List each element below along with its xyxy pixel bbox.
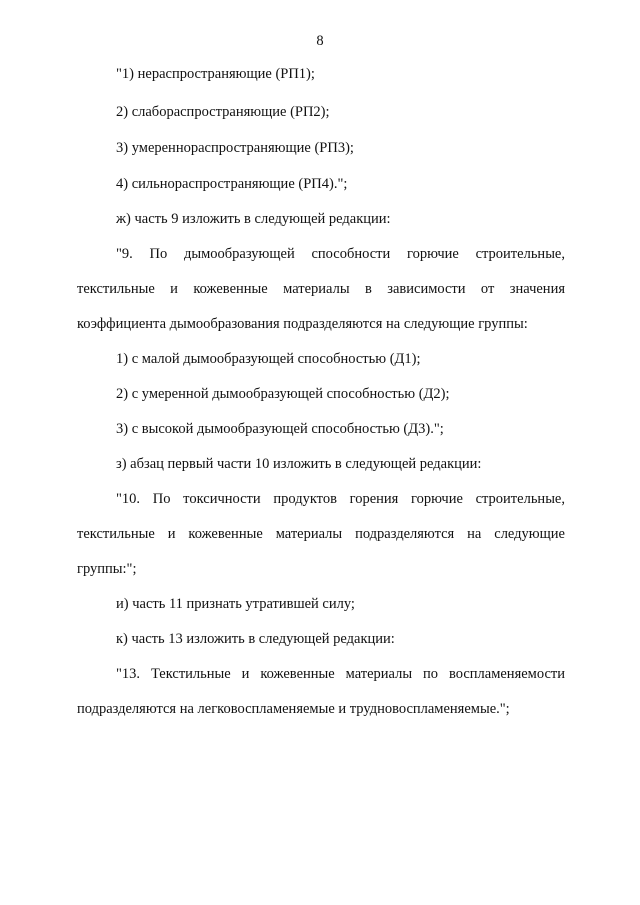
text-line: 2) слабораспространяющие (РП2);: [116, 104, 330, 120]
text-line: 2) с умеренной дымообразующей способностью (Д2);: [116, 386, 450, 402]
page-number: 8: [316, 33, 324, 49]
text-line: "9. По дымообразующей способности горючие строительные,: [116, 246, 565, 262]
text-line: подразделяются на легковоспламеняемые и трудновоспламеняемые.";: [77, 701, 510, 717]
text-line: з) абзац первый части 10 изложить в следующей редакции:: [116, 456, 482, 472]
text-line: ж) часть 9 изложить в следующей редакции:: [116, 211, 391, 227]
text-line: коэффициента дымообразования подразделяются на следующие группы:: [77, 316, 528, 332]
text-line: 4) сильнораспространяющие (РП4).";: [116, 176, 348, 192]
text-line: 3) с высокой дымообразующей способностью (Д3).";: [116, 421, 444, 437]
text-line: "1) нераспространяющие (РП1);: [116, 66, 315, 82]
text-line: и) часть 11 признать утратившей силу;: [116, 596, 355, 612]
text-line: "10. По токсичности продуктов горения горючие строительные,: [116, 491, 565, 507]
text-line: к) часть 13 изложить в следующей редакции:: [116, 631, 395, 647]
text-line: группы:";: [77, 561, 137, 577]
text-line: 3) умереннораспространяющие (РП3);: [116, 140, 354, 156]
text-line: 1) с малой дымообразующей способностью (Д1);: [116, 351, 421, 367]
text-line: текстильные и кожевенные материалы в зависимости от значения: [77, 281, 565, 297]
text-line: текстильные и кожевенные материалы подразделяются на следующие: [77, 526, 565, 542]
text-line: "13. Текстильные и кожевенные материалы по воспламеняемости: [116, 666, 565, 682]
